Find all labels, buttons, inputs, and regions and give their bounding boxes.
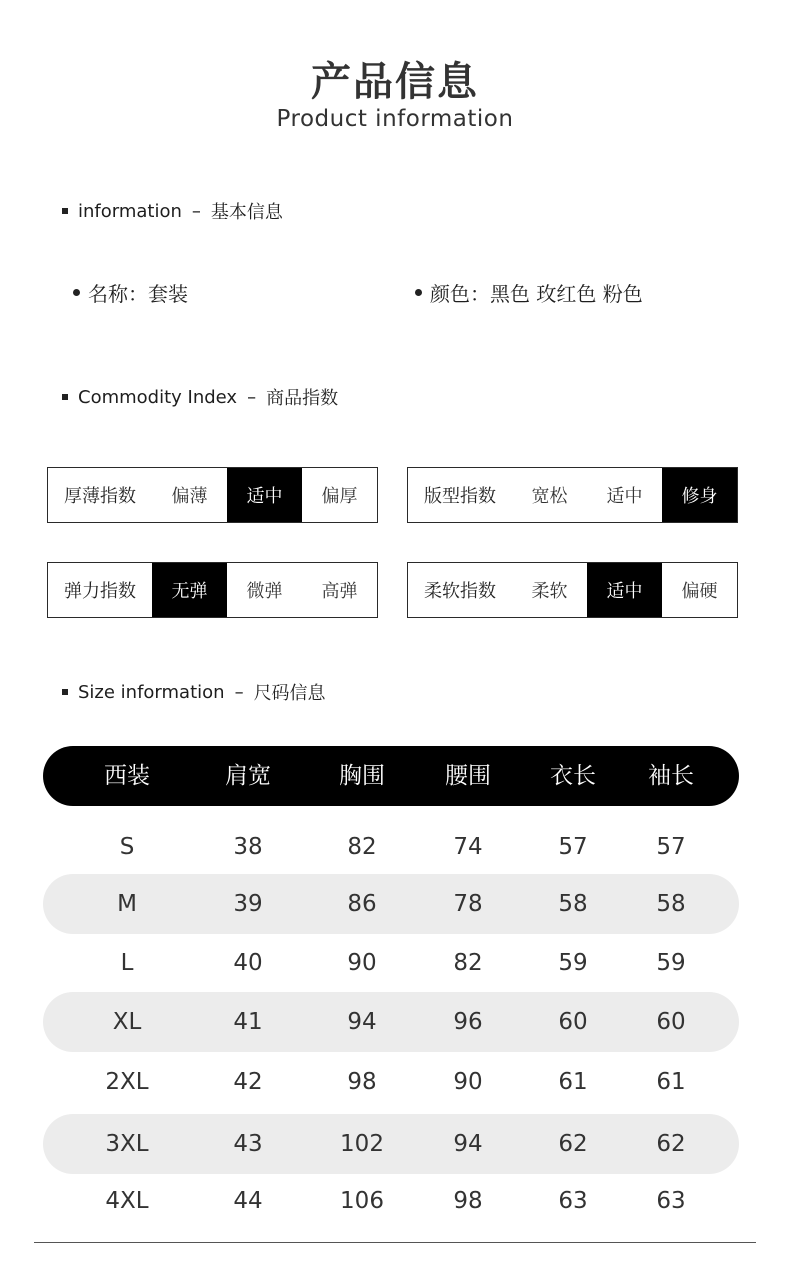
size-value-cell: 86	[347, 891, 377, 917]
product-name-label: 名称：	[88, 282, 148, 306]
index-option-selected: 修身	[662, 468, 737, 522]
page-subtitle: Product information	[276, 106, 514, 132]
size-value-cell: 61	[558, 1069, 588, 1095]
size-value-cell: 60	[656, 1009, 686, 1035]
size-value-cell: 62	[558, 1131, 588, 1157]
size-value-cell: 78	[453, 891, 483, 917]
section-commodity-zh: 商品指数	[266, 388, 339, 409]
size-table-header	[43, 746, 739, 806]
index-option-selected: 无弹	[152, 563, 227, 617]
size-label-cell: S	[119, 834, 135, 860]
size-value-cell: 98	[453, 1188, 483, 1214]
table-row	[43, 874, 739, 934]
section-commodity-dash: –	[247, 386, 257, 408]
size-value-cell: 82	[453, 950, 483, 976]
fit-index	[407, 467, 738, 523]
size-value-cell: 106	[340, 1188, 384, 1214]
size-label-cell: XL	[112, 1009, 142, 1035]
size-value-cell: 61	[656, 1069, 686, 1095]
size-label-cell: 4XL	[105, 1188, 149, 1214]
thickness-index	[47, 467, 378, 523]
table-row	[43, 933, 739, 993]
size-value-cell: 63	[558, 1188, 588, 1214]
section-size-heading	[62, 679, 326, 705]
size-value-cell: 43	[233, 1131, 263, 1157]
softness-index	[407, 562, 738, 618]
elasticity-index	[47, 562, 378, 618]
size-value-cell: 58	[656, 891, 686, 917]
size-value-cell: 42	[233, 1069, 263, 1095]
section-basic-zh: 基本信息	[210, 202, 283, 223]
size-label-cell: 3XL	[105, 1131, 149, 1157]
size-label-cell: M	[117, 891, 137, 917]
size-value-cell: 98	[347, 1069, 377, 1095]
size-value-cell: 59	[656, 950, 686, 976]
section-basic-dash: –	[191, 200, 201, 222]
index-option: 偏薄	[171, 486, 208, 507]
index-option-selected: 适中	[227, 468, 302, 522]
size-header-cell: 袖长	[648, 763, 694, 789]
index-option: 适中	[606, 486, 643, 507]
size-value-cell: 57	[558, 834, 588, 860]
size-label-cell: L	[120, 950, 134, 976]
product-name-item	[73, 278, 188, 307]
round-bullet-icon	[73, 289, 80, 296]
product-color-value: 黑色 玫红色 粉色	[490, 282, 643, 306]
size-value-cell: 90	[453, 1069, 483, 1095]
product-color-label: 颜色：	[430, 282, 490, 306]
size-value-cell: 39	[233, 891, 263, 917]
product-color-item	[415, 278, 643, 307]
section-basic-heading	[62, 198, 283, 224]
size-value-cell: 74	[453, 834, 483, 860]
size-header-cell: 胸围	[339, 763, 385, 789]
index-option-selected: 适中	[587, 563, 662, 617]
index-option: 偏厚	[321, 486, 358, 507]
size-header-cell: 腰围	[445, 763, 491, 789]
size-value-cell: 63	[656, 1188, 686, 1214]
index-label: 厚薄指数	[64, 486, 136, 507]
square-bullet-icon	[62, 689, 68, 695]
size-value-cell: 90	[347, 950, 377, 976]
size-value-cell: 58	[558, 891, 588, 917]
index-option: 微弹	[246, 581, 283, 602]
section-size-en: Size information	[78, 681, 225, 703]
size-value-cell: 41	[233, 1009, 263, 1035]
square-bullet-icon	[62, 394, 68, 400]
round-bullet-icon	[415, 289, 422, 296]
index-option: 柔软	[531, 581, 568, 602]
section-size-dash: –	[234, 681, 244, 703]
size-value-cell: 44	[233, 1188, 263, 1214]
size-value-cell: 96	[453, 1009, 483, 1035]
size-value-cell: 62	[656, 1131, 686, 1157]
section-basic-en: information	[78, 200, 182, 222]
table-row	[43, 1052, 739, 1112]
index-label: 弹力指数	[64, 581, 136, 602]
size-header-cell: 西装	[104, 763, 150, 789]
size-value-cell: 82	[347, 834, 377, 860]
page-title: 产品信息	[311, 59, 479, 105]
section-size-zh: 尺码信息	[253, 683, 326, 704]
section-commodity-heading	[62, 384, 338, 410]
size-value-cell: 40	[233, 950, 263, 976]
size-value-cell: 102	[340, 1131, 384, 1157]
size-header-cell: 肩宽	[225, 763, 271, 789]
size-label-cell: 2XL	[105, 1069, 149, 1095]
index-option: 宽松	[531, 486, 568, 507]
index-option: 偏硬	[681, 581, 718, 602]
bottom-divider	[34, 1242, 756, 1243]
table-row	[43, 1171, 739, 1231]
table-row	[43, 1114, 739, 1174]
size-value-cell: 60	[558, 1009, 588, 1035]
table-row	[43, 992, 739, 1052]
index-label: 版型指数	[424, 486, 496, 507]
section-commodity-en: Commodity Index	[78, 386, 238, 408]
size-value-cell: 94	[453, 1131, 483, 1157]
size-header-cell: 衣长	[550, 763, 596, 789]
index-label: 柔软指数	[424, 581, 496, 602]
size-value-cell: 59	[558, 950, 588, 976]
product-name-value: 套装	[148, 282, 188, 306]
size-value-cell: 38	[233, 834, 263, 860]
size-value-cell: 94	[347, 1009, 377, 1035]
index-option: 高弹	[321, 581, 358, 602]
table-row	[43, 817, 739, 877]
square-bullet-icon	[62, 208, 68, 214]
size-value-cell: 57	[656, 834, 686, 860]
